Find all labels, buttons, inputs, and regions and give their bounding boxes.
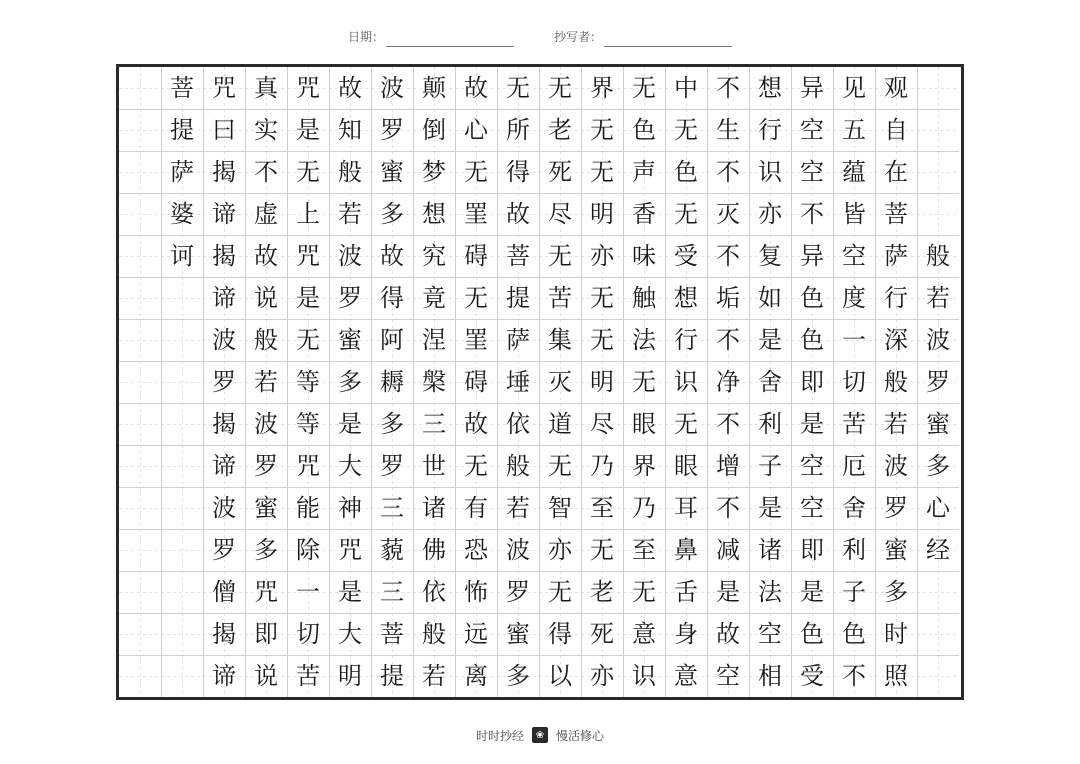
sutra-character: 想 bbox=[674, 284, 698, 312]
sutra-character: 揭 bbox=[212, 242, 236, 270]
sutra-character: 波 bbox=[338, 242, 362, 270]
sutra-character: 提 bbox=[170, 116, 194, 144]
sutra-character: 味 bbox=[632, 242, 656, 270]
sutra-character: 空 bbox=[842, 242, 866, 270]
sutra-character: 波 bbox=[380, 74, 404, 102]
sutra-character: 所 bbox=[506, 116, 530, 144]
sutra-character: 行 bbox=[884, 284, 908, 312]
sutra-character: 空 bbox=[758, 620, 782, 648]
sutra-character: 无 bbox=[548, 578, 572, 606]
sutra-character: 若 bbox=[254, 368, 278, 396]
sutra-character: 无 bbox=[590, 116, 614, 144]
sutra-character: 故 bbox=[380, 242, 404, 270]
sutra-character: 子 bbox=[842, 578, 866, 606]
sutra-character: 罣 bbox=[464, 326, 488, 354]
sutra-character: 实 bbox=[254, 116, 278, 144]
sutra-character: 颠 bbox=[422, 74, 446, 102]
sutra-character: 尽 bbox=[548, 200, 572, 228]
page-footer bbox=[0, 726, 1080, 744]
sutra-character: 菩 bbox=[884, 200, 908, 228]
sutra-character: 是 bbox=[716, 578, 740, 606]
sutra-character: 自 bbox=[884, 116, 908, 144]
sutra-character: 有 bbox=[464, 494, 488, 522]
date-field[interactable] bbox=[386, 46, 514, 47]
sutra-character: 揭 bbox=[212, 620, 236, 648]
sutra-character: 蜜 bbox=[506, 620, 530, 648]
sutra-character: 般 bbox=[254, 326, 278, 354]
sutra-character: 空 bbox=[800, 116, 824, 144]
sutra-character: 不 bbox=[716, 494, 740, 522]
sutra-character: 咒 bbox=[254, 578, 278, 606]
sutra-character: 识 bbox=[758, 158, 782, 186]
sutra-character: 罗 bbox=[338, 284, 362, 312]
sutra-character: 离 bbox=[464, 662, 488, 690]
sutra-character: 无 bbox=[590, 158, 614, 186]
sutra-character: 得 bbox=[506, 158, 530, 186]
sutra-character: 无 bbox=[548, 242, 572, 270]
sutra-character: 无 bbox=[548, 74, 572, 102]
sutra-character: 萨 bbox=[506, 326, 530, 354]
sutra-character: 谛 bbox=[212, 200, 236, 228]
sutra-character: 远 bbox=[464, 620, 488, 648]
sutra-character: 死 bbox=[590, 620, 614, 648]
title-character: 多 bbox=[926, 452, 950, 480]
footer-slogan-right: 慢活修心 bbox=[556, 728, 605, 743]
sutra-character: 死 bbox=[548, 158, 572, 186]
sutra-character: 曰 bbox=[212, 116, 236, 144]
title-character: 心 bbox=[926, 494, 950, 522]
sutra-character: 复 bbox=[758, 242, 782, 270]
sutra-character: 法 bbox=[758, 578, 782, 606]
sutra-character: 竟 bbox=[422, 284, 446, 312]
sutra-character: 无 bbox=[590, 326, 614, 354]
sutra-character: 厄 bbox=[842, 452, 866, 480]
sutra-character: 多 bbox=[380, 200, 404, 228]
sutra-character: 识 bbox=[674, 368, 698, 396]
sutra-character: 观 bbox=[884, 74, 908, 102]
sutra-character: 藐 bbox=[380, 536, 404, 564]
sutra-character: 是 bbox=[800, 578, 824, 606]
sutra-character: 时 bbox=[884, 620, 908, 648]
sutra-character: 诃 bbox=[170, 242, 194, 270]
sutra-character: 罗 bbox=[884, 494, 908, 522]
title-character: 蜜 bbox=[926, 410, 950, 438]
sutra-character: 槃 bbox=[422, 368, 446, 396]
sutra-character: 若 bbox=[422, 662, 446, 690]
sutra-character: 相 bbox=[758, 662, 782, 690]
sutra-character: 即 bbox=[800, 368, 824, 396]
sutra-character: 见 bbox=[842, 74, 866, 102]
sutra-character: 无 bbox=[674, 200, 698, 228]
sutra-character: 明 bbox=[590, 200, 614, 228]
sutra-character: 无 bbox=[632, 74, 656, 102]
sutra-character: 萨 bbox=[170, 158, 194, 186]
sutra-character: 罗 bbox=[212, 536, 236, 564]
sutra-character: 依 bbox=[422, 578, 446, 606]
sutra-character: 耨 bbox=[380, 368, 404, 396]
sutra-character: 界 bbox=[632, 452, 656, 480]
sutra-character: 故 bbox=[506, 200, 530, 228]
sutra-character: 净 bbox=[716, 368, 740, 396]
sutra-character: 诸 bbox=[758, 536, 782, 564]
sutra-character: 至 bbox=[590, 494, 614, 522]
sutra-character: 等 bbox=[296, 410, 320, 438]
sutra-character: 皆 bbox=[842, 200, 866, 228]
sutra-character: 一 bbox=[842, 326, 866, 354]
sutra-character: 碍 bbox=[464, 242, 488, 270]
sutra-character: 故 bbox=[254, 242, 278, 270]
sutra-character: 耳 bbox=[674, 494, 698, 522]
sutra-character: 涅 bbox=[422, 326, 446, 354]
sutra-character: 利 bbox=[758, 410, 782, 438]
sutra-character: 菩 bbox=[170, 74, 194, 102]
sutra-character: 触 bbox=[632, 284, 656, 312]
sutra-character: 不 bbox=[254, 158, 278, 186]
sutra-character: 知 bbox=[338, 116, 362, 144]
sutra-character: 一 bbox=[296, 578, 320, 606]
sutra-character: 在 bbox=[884, 158, 908, 186]
sutra-character: 生 bbox=[716, 116, 740, 144]
sutra-character: 想 bbox=[758, 74, 782, 102]
footer-slogan-left: 时时抄经 bbox=[475, 728, 524, 743]
sutra-character: 是 bbox=[296, 284, 320, 312]
date-label: 日期： bbox=[348, 30, 385, 44]
sutra-character: 蕴 bbox=[842, 158, 866, 186]
sutra-character: 色 bbox=[674, 158, 698, 186]
sutra-character: 萨 bbox=[884, 242, 908, 270]
sutra-character: 故 bbox=[464, 74, 488, 102]
sutra-character: 咒 bbox=[296, 452, 320, 480]
sutra-character: 多 bbox=[254, 536, 278, 564]
sutra-character: 若 bbox=[338, 200, 362, 228]
sutra-character: 神 bbox=[338, 494, 362, 522]
sutra-character: 亦 bbox=[758, 200, 782, 228]
sutra-character: 若 bbox=[506, 494, 530, 522]
sutra-character: 不 bbox=[716, 410, 740, 438]
sutra-character: 谛 bbox=[212, 284, 236, 312]
sutra-character: 得 bbox=[548, 620, 572, 648]
sutra-character: 舍 bbox=[758, 368, 782, 396]
sutra-character: 是 bbox=[338, 410, 362, 438]
sutra-character: 般 bbox=[506, 452, 530, 480]
sutra-character: 埵 bbox=[506, 368, 530, 396]
sutra-character: 亦 bbox=[590, 242, 614, 270]
sutra-character: 揭 bbox=[212, 410, 236, 438]
sutra-character: 得 bbox=[380, 284, 404, 312]
sutra-character: 菩 bbox=[506, 242, 530, 270]
sutra-character: 多 bbox=[380, 410, 404, 438]
sutra-character: 碍 bbox=[464, 368, 488, 396]
sutra-character: 般 bbox=[422, 620, 446, 648]
sutra-character: 行 bbox=[758, 116, 782, 144]
sutra-character: 罗 bbox=[380, 452, 404, 480]
sutra-character: 苦 bbox=[296, 662, 320, 690]
sutra-character: 无 bbox=[674, 410, 698, 438]
sutra-character: 等 bbox=[296, 368, 320, 396]
copier-field[interactable] bbox=[604, 46, 732, 47]
sutra-character: 大 bbox=[338, 452, 362, 480]
sutra-character: 色 bbox=[800, 620, 824, 648]
sutra-character: 照 bbox=[884, 662, 908, 690]
sutra-character: 提 bbox=[506, 284, 530, 312]
sutra-character: 多 bbox=[884, 578, 908, 606]
sutra-character: 谛 bbox=[212, 662, 236, 690]
sutra-character: 无 bbox=[506, 74, 530, 102]
title-character: 若 bbox=[926, 284, 950, 312]
sutra-character: 意 bbox=[674, 662, 698, 690]
sutra-character: 舌 bbox=[674, 578, 698, 606]
sutra-character: 亦 bbox=[590, 662, 614, 690]
sutra-character: 乃 bbox=[632, 494, 656, 522]
sutra-character: 空 bbox=[800, 494, 824, 522]
sutra-character: 意 bbox=[632, 620, 656, 648]
sutra-character: 减 bbox=[716, 536, 740, 564]
sutra-character: 身 bbox=[674, 620, 698, 648]
sutra-character: 五 bbox=[842, 116, 866, 144]
sutra-character: 咒 bbox=[338, 536, 362, 564]
sutra-character: 灭 bbox=[716, 200, 740, 228]
sutra-character: 波 bbox=[884, 452, 908, 480]
sutra-character: 罗 bbox=[380, 116, 404, 144]
sutra-character: 真 bbox=[254, 74, 278, 102]
sutra-character: 受 bbox=[674, 242, 698, 270]
sutra-character: 僧 bbox=[212, 578, 236, 606]
sutra-character: 蜜 bbox=[884, 536, 908, 564]
sutra-character: 不 bbox=[716, 326, 740, 354]
sutra-character: 色 bbox=[800, 284, 824, 312]
sutra-character: 色 bbox=[842, 620, 866, 648]
sutra-character: 咒 bbox=[296, 242, 320, 270]
sutra-character: 鼻 bbox=[674, 536, 698, 564]
sutra-character: 子 bbox=[758, 452, 782, 480]
sutra-character: 波 bbox=[254, 410, 278, 438]
sutra-character: 波 bbox=[506, 536, 530, 564]
sutra-character: 三 bbox=[422, 410, 446, 438]
sutra-character: 切 bbox=[296, 620, 320, 648]
sutra-character: 至 bbox=[632, 536, 656, 564]
sutra-character: 如 bbox=[758, 284, 782, 312]
title-character: 般 bbox=[926, 242, 950, 270]
sutra-character: 蜜 bbox=[380, 158, 404, 186]
sutra-character: 空 bbox=[800, 158, 824, 186]
sutra-character: 即 bbox=[254, 620, 278, 648]
sutra-character: 集 bbox=[548, 326, 572, 354]
sutra-character: 罣 bbox=[464, 200, 488, 228]
sutra-character: 般 bbox=[338, 158, 362, 186]
sutra-character: 倒 bbox=[422, 116, 446, 144]
sutra-character: 无 bbox=[632, 578, 656, 606]
sutra-character: 老 bbox=[590, 578, 614, 606]
sutra-character: 受 bbox=[800, 662, 824, 690]
sutra-character: 故 bbox=[338, 74, 362, 102]
sutra-character: 无 bbox=[464, 158, 488, 186]
sutra-character: 增 bbox=[716, 452, 740, 480]
sutra-character: 空 bbox=[716, 662, 740, 690]
sutra-character: 智 bbox=[548, 494, 572, 522]
sutra-character: 无 bbox=[590, 284, 614, 312]
sutra-character: 不 bbox=[716, 74, 740, 102]
sutra-character: 揭 bbox=[212, 158, 236, 186]
sutra-character: 以 bbox=[548, 662, 572, 690]
sutra-character: 无 bbox=[464, 284, 488, 312]
sutra-character: 无 bbox=[590, 536, 614, 564]
sutra-character: 蜜 bbox=[338, 326, 362, 354]
sutra-character: 道 bbox=[548, 410, 572, 438]
sutra-character: 无 bbox=[296, 158, 320, 186]
sutra-character: 不 bbox=[716, 242, 740, 270]
sutra-character: 度 bbox=[842, 284, 866, 312]
sutra-character: 色 bbox=[800, 326, 824, 354]
sutra-character: 眼 bbox=[632, 410, 656, 438]
sutra-character: 大 bbox=[338, 620, 362, 648]
sutra-character: 深 bbox=[884, 326, 908, 354]
sutra-character: 是 bbox=[758, 326, 782, 354]
sutra-character: 若 bbox=[884, 410, 908, 438]
sutra-character: 切 bbox=[842, 368, 866, 396]
sutra-character: 婆 bbox=[170, 200, 194, 228]
sutra-character: 波 bbox=[212, 326, 236, 354]
sutra-character: 是 bbox=[338, 578, 362, 606]
sutra-character: 佛 bbox=[422, 536, 446, 564]
sutra-character: 菩 bbox=[380, 620, 404, 648]
sutra-character: 无 bbox=[632, 368, 656, 396]
sutra-character: 谛 bbox=[212, 452, 236, 480]
sutra-character: 灭 bbox=[548, 368, 572, 396]
sutra-character: 行 bbox=[674, 326, 698, 354]
sutra-character: 世 bbox=[422, 452, 446, 480]
sutra-character: 多 bbox=[506, 662, 530, 690]
sutra-character: 多 bbox=[338, 368, 362, 396]
sutra-character: 不 bbox=[800, 200, 824, 228]
sutra-character: 故 bbox=[464, 410, 488, 438]
sutra-character: 利 bbox=[842, 536, 866, 564]
sutra-character: 能 bbox=[296, 494, 320, 522]
sutra-character: 无 bbox=[674, 116, 698, 144]
sutra-character: 想 bbox=[422, 200, 446, 228]
sutra-character: 无 bbox=[548, 452, 572, 480]
sutra-character: 罗 bbox=[212, 368, 236, 396]
sutra-character: 中 bbox=[674, 74, 698, 102]
sutra-character: 依 bbox=[506, 410, 530, 438]
sutra-character: 是 bbox=[800, 410, 824, 438]
sutra-character: 苦 bbox=[548, 284, 572, 312]
title-character: 波 bbox=[926, 326, 950, 354]
sutra-character: 亦 bbox=[548, 536, 572, 564]
sutra-character: 识 bbox=[632, 662, 656, 690]
sutra-character: 说 bbox=[254, 284, 278, 312]
sutra-character: 究 bbox=[422, 242, 446, 270]
sutra-character: 诸 bbox=[422, 494, 446, 522]
sutra-character: 罗 bbox=[506, 578, 530, 606]
sutra-character: 是 bbox=[758, 494, 782, 522]
sutra-character: 异 bbox=[800, 74, 824, 102]
sutra-character: 故 bbox=[716, 620, 740, 648]
sutra-character: 般 bbox=[884, 368, 908, 396]
sutra-character: 除 bbox=[296, 536, 320, 564]
sutra-character: 咒 bbox=[212, 74, 236, 102]
sutra-character: 说 bbox=[254, 662, 278, 690]
sutra-character: 梦 bbox=[422, 158, 446, 186]
sutra-character: 眼 bbox=[674, 452, 698, 480]
sutra-character: 罗 bbox=[254, 452, 278, 480]
sutra-character: 界 bbox=[590, 74, 614, 102]
sutra-character: 舍 bbox=[842, 494, 866, 522]
copier-label: 抄写者： bbox=[554, 30, 603, 44]
sutra-character: 老 bbox=[548, 116, 572, 144]
sutra-character: 不 bbox=[842, 662, 866, 690]
sutra-character: 恐 bbox=[464, 536, 488, 564]
copy-sheet bbox=[116, 64, 964, 700]
sutra-character: 提 bbox=[380, 662, 404, 690]
sutra-character: 无 bbox=[296, 326, 320, 354]
sutra-character: 蜜 bbox=[254, 494, 278, 522]
sutra-character: 不 bbox=[716, 158, 740, 186]
title-character: 经 bbox=[926, 536, 950, 564]
sutra-character: 咒 bbox=[296, 74, 320, 102]
sutra-character: 尽 bbox=[590, 410, 614, 438]
sutra-character: 三 bbox=[380, 578, 404, 606]
sutra-character: 怖 bbox=[464, 578, 488, 606]
sutra-character: 声 bbox=[632, 158, 656, 186]
sutra-character: 明 bbox=[590, 368, 614, 396]
sutra-character: 三 bbox=[380, 494, 404, 522]
sutra-character: 垢 bbox=[716, 284, 740, 312]
sutra-character: 波 bbox=[212, 494, 236, 522]
sutra-character: 虚 bbox=[254, 200, 278, 228]
sutra-character: 异 bbox=[800, 242, 824, 270]
sutra-character: 苦 bbox=[842, 410, 866, 438]
sutra-character: 空 bbox=[800, 452, 824, 480]
sutra-character: 明 bbox=[338, 662, 362, 690]
lotus-icon: ❀ bbox=[532, 727, 548, 743]
sutra-character: 法 bbox=[632, 326, 656, 354]
sutra-character: 心 bbox=[464, 116, 488, 144]
sutra-character: 乃 bbox=[590, 452, 614, 480]
sutra-character: 色 bbox=[632, 116, 656, 144]
sutra-character: 香 bbox=[632, 200, 656, 228]
sutra-character: 是 bbox=[296, 116, 320, 144]
title-character: 罗 bbox=[926, 368, 950, 396]
sutra-character: 上 bbox=[296, 200, 320, 228]
page-header bbox=[0, 28, 1080, 48]
sutra-character: 阿 bbox=[380, 326, 404, 354]
sutra-character: 即 bbox=[800, 536, 824, 564]
sutra-character: 无 bbox=[464, 452, 488, 480]
